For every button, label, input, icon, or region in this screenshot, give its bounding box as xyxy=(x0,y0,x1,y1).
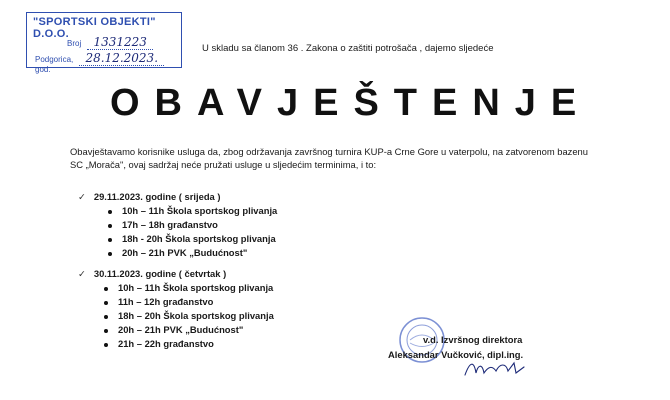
bullet-icon xyxy=(108,210,112,214)
list-item xyxy=(104,338,214,349)
signatory-title: v.d. Izvršnog direktora xyxy=(423,334,523,345)
bullet-icon xyxy=(108,238,112,242)
list-item xyxy=(108,247,247,258)
list-item xyxy=(104,296,213,307)
day-label: 30.11.2023. godine ( četvrtak ) xyxy=(93,268,227,279)
stamp-number-value: 1331223 xyxy=(87,35,152,50)
stamp-number-row xyxy=(67,35,153,49)
stamp-company: "SPORTSKI OBJEKTI" D.O.O. xyxy=(33,16,156,40)
slot-text: 20h – 21h PVK „Budućnost" xyxy=(118,324,244,335)
list-item xyxy=(108,219,218,230)
schedule-day-1 xyxy=(78,191,220,203)
stamp-place-label: Podgorica, xyxy=(35,55,74,64)
stamp-number-label: Broj xyxy=(67,39,82,48)
legal-intro: U skladu sa članom 36 . Zakona o zaštiti potrošača , dajemo sljedeće xyxy=(202,43,494,54)
day-label: 29.11.2023. godine ( srijeda ) xyxy=(93,191,221,202)
slot-text: 18h - 20h Škola sportskog plivanja xyxy=(122,233,276,244)
bullet-icon xyxy=(104,315,108,319)
slot-text: 21h – 22h građanstvo xyxy=(118,338,214,349)
page-title: OBAVJEŠTENJE xyxy=(110,82,592,124)
slot-text: 20h – 21h PVK „Budućnost" xyxy=(122,247,248,258)
bullet-icon xyxy=(104,329,108,333)
stamp-date-value: 28.12.2023. xyxy=(79,51,164,66)
bullet-icon xyxy=(108,224,112,228)
list-item xyxy=(104,310,274,321)
slot-text: 11h – 12h građanstvo xyxy=(118,296,214,307)
notice-line-2: SC „Morača", ovaj sadržaj neće pružati usluge u sljedećim terminima, i to: xyxy=(70,159,377,170)
checkmark-icon: ✓ xyxy=(78,191,86,202)
signatory-name: Aleksandar Vučković, dipl.ing. xyxy=(388,349,524,360)
checkmark-icon: ✓ xyxy=(78,268,86,279)
bullet-icon xyxy=(104,287,108,291)
notice-paragraph xyxy=(70,145,670,171)
schedule-day-2 xyxy=(78,268,226,280)
list-item xyxy=(108,233,276,244)
bullet-icon xyxy=(108,252,112,256)
bullet-icon xyxy=(104,301,108,305)
list-item xyxy=(104,282,273,293)
bullet-icon xyxy=(104,343,108,347)
company-stamp xyxy=(26,12,182,74)
slot-text: 10h – 11h Škola sportskog plivanja xyxy=(118,282,274,293)
stamp-date-row xyxy=(35,51,181,74)
signature-icon xyxy=(462,357,528,379)
list-item xyxy=(108,205,277,216)
notice-line-1: Obavještavamo korisnike usluga da, zbog održavanja završnog turnira KUP-a Crne Gore u vaterpolu, na zatvorenom bazenu xyxy=(70,146,588,157)
list-item xyxy=(104,324,243,335)
slot-text: 10h – 11h Škola sportskog plivanja xyxy=(122,205,278,216)
slot-text: 18h – 20h Škola sportskog plivanja xyxy=(118,310,274,321)
stamp-year-label: god. xyxy=(35,65,51,74)
slot-text: 17h – 18h građanstvo xyxy=(122,219,218,230)
